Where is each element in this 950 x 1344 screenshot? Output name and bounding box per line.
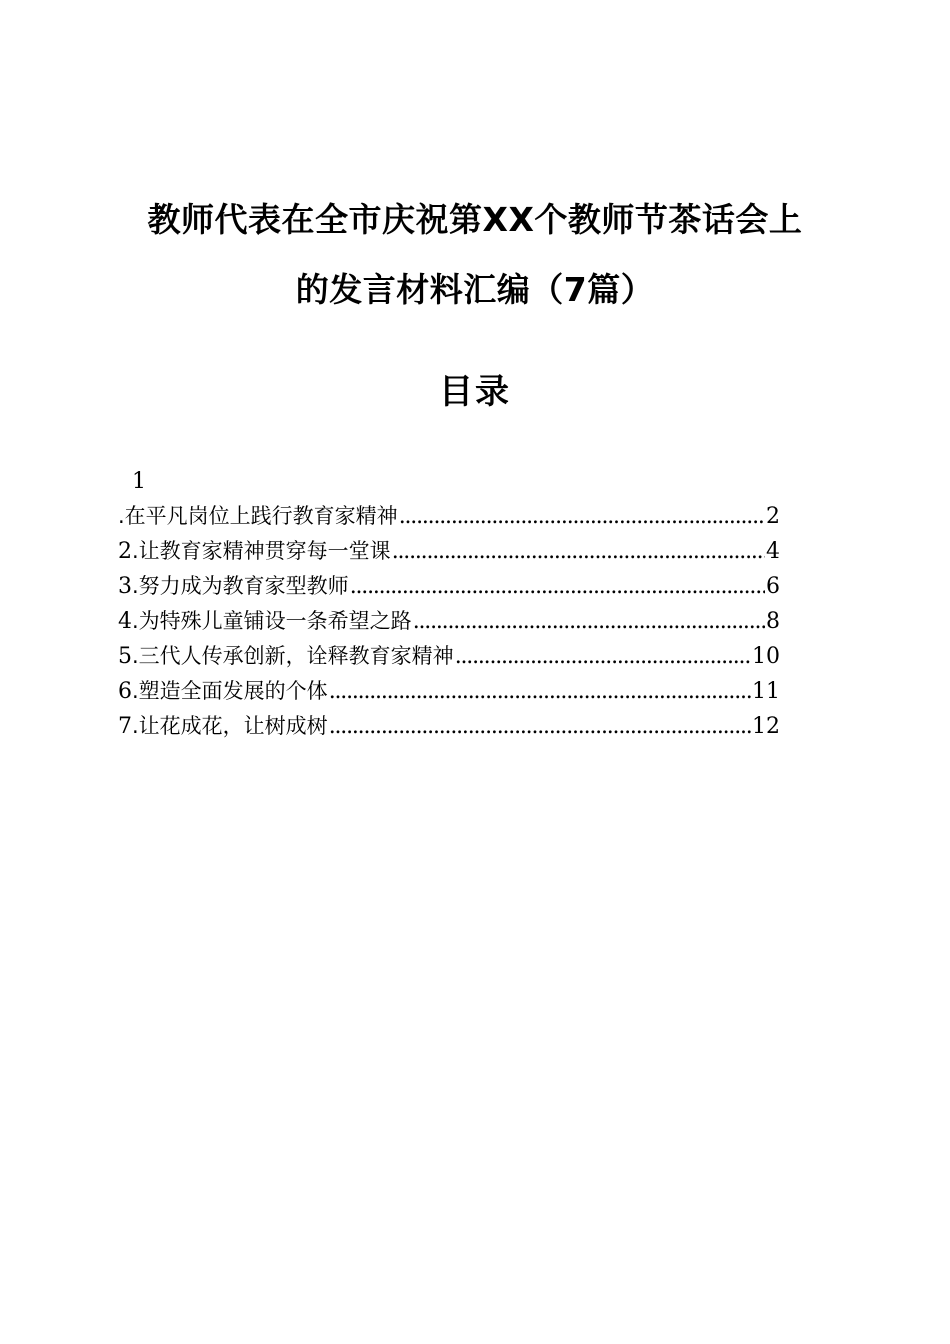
toc-entry-number: 5 [118,644,132,669]
toc-entry-text: .为特殊儿童铺设一条希望之路 [132,609,412,633]
toc-entry-label [118,569,349,604]
toc-entry-label [118,534,391,569]
toc-entry-number: 2 [118,539,132,564]
toc-entry[interactable] [118,604,780,639]
toc-entry-number: 7 [118,714,132,739]
toc-entry-text: .让花成花，让树成树 [132,714,328,738]
toc-entry-label [118,639,454,674]
toc-dot-leader [329,674,751,709]
toc-page-number: 8 [766,609,780,634]
toc-page-number: 11 [752,679,780,704]
table-of-contents [118,465,780,744]
document-title-line-2: 的发言材料汇编（7篇） [295,270,655,309]
toc-stray-number: 1 [132,469,146,494]
toc-entry[interactable] [118,639,780,674]
toc-entry-text: .让教育家精神贯穿每一堂课 [132,539,391,563]
toc-entry-label [118,604,412,639]
toc-heading: 目录 [439,372,511,412]
toc-entry-number: 6 [118,679,132,704]
toc-dot-leader [413,604,765,639]
toc-page-number: 6 [766,574,780,599]
toc-dot-leader [455,639,751,674]
toc-entry[interactable] [118,709,780,744]
toc-entry-number: 4 [118,609,132,634]
toc-entry-text: .三代人传承创新，诠释教育家精神 [132,644,454,668]
toc-page-number: 10 [752,644,780,669]
toc-entry-number: 3 [118,574,132,599]
toc-dot-leader [392,534,765,569]
toc-page-number: 4 [766,539,780,564]
toc-page-number: 2 [766,504,780,529]
toc-page-number: 12 [752,714,780,739]
toc-entry[interactable] [118,499,780,534]
toc-dot-leader [399,499,765,534]
toc-dot-leader [329,709,751,744]
toc-entry[interactable] [118,569,780,604]
document-title-line-1: 教师代表在全市庆祝第XX个教师节茶话会上 [147,200,803,239]
toc-entry[interactable] [118,674,780,709]
toc-entry-label [118,709,328,744]
toc-entry[interactable] [118,534,780,569]
toc-entry-text: .塑造全面发展的个体 [132,679,328,703]
toc-entry-text: .在平凡岗位上践行教育家精神 [118,504,398,528]
toc-dot-leader [350,569,765,604]
toc-entry-label [118,499,398,534]
toc-entry-text: .努力成为教育家型教师 [132,574,349,598]
toc-entry-label [118,674,328,709]
